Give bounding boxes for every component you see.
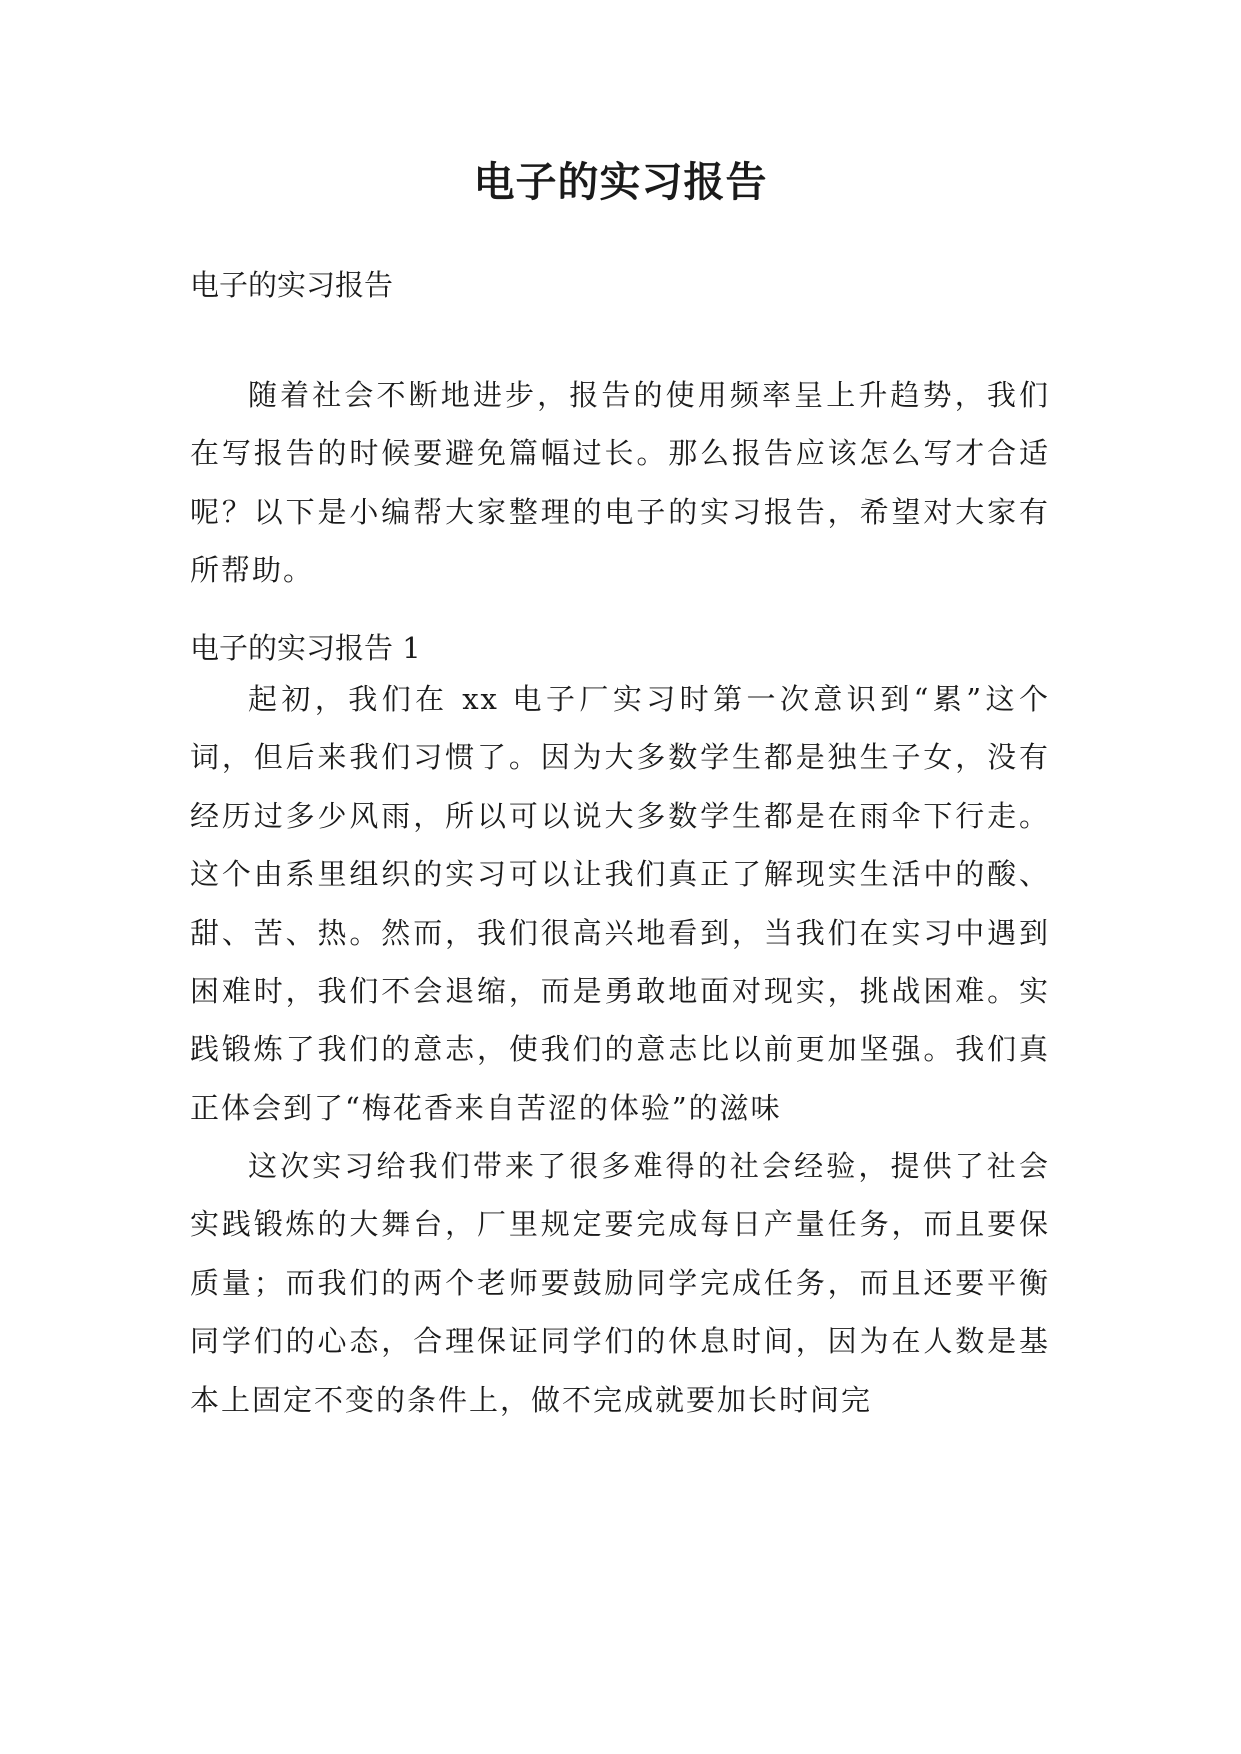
document-title: 电子的实习报告: [473, 158, 768, 206]
section-heading: 电子的实习报告 1: [190, 631, 421, 665]
intro-paragraph: 随着社会不断地进步，报告的使用频率呈上升趋势，我们在写报告的时候要避免篇幅过长。那么报告应该怎么写才合适呢？以下是小编帮大家整理的电子的实习报告，希望对大家有所帮助。: [190, 378, 1050, 588]
document-subtitle: 电子的实习报告: [190, 268, 394, 302]
body-paragraph-2: 这次实习给我们带来了很多难得的社会经验，提供了社会实践锻炼的大舞台，厂里规定要完成每日产量任务，而且要保质量；而我们的两个老师要鼓励同学完成任务，而且还要平衡同学们的心态，合理保证同学们的休息时间，因为在人数是基本上固定不变的条件上，做不完成就要加长时间完: [190, 1149, 1050, 1417]
body-paragraph-1: 起初，我们在 xx 电子厂实习时第一次意识到“累”这个词，但后来我们习惯了。因为大多数学生都是独生子女，没有经历过多少风雨，所以可以说大多数学生都是在雨伞下行走。这个由系里组织的实习可以让我们真正了解现实生活中的酸、甜、苦、热。然而，我们很高兴地看到，当我们在实习中遇到困难时，我们不会退缩，而是勇敢地面对现实，挑战困难。实践锻炼了我们的意志，使我们的意志比以前更加坚强。我们真正体会到了“梅花香来自苦涩的体验”的滋味: [190, 682, 1050, 1125]
